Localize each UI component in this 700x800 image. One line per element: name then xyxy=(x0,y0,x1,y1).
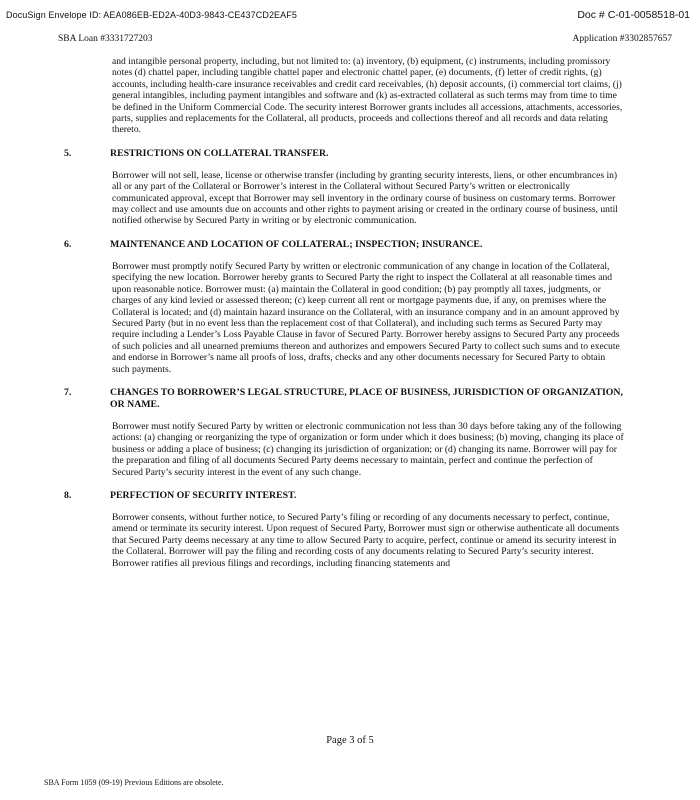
section-number: 5. xyxy=(64,147,72,159)
page-number: Page 3 of 5 xyxy=(326,735,374,746)
collateral-description-paragraph: and intangible personal property, including, but not limited to: (a) inventory, (b) equipment, (c) instruments, including promissory notes (d) chattel paper, including tangible chattel paper and electronic chattel paper, (e) documents, (f) letter of credit rights, (g) accounts, including health-care insurance receivables and credit card receivables, (h) deposit accounts, (i) commercial tort claims, (j) general intangibles, including payment intangibles and software and (k) as-extracted collateral as such terms may from time to time be defined in the Uniform Commercial Code. The security interest Borrower grants includes all accessions, attachments, accessories, parts, supplies and replacements for the Collateral, all products, proceeds and collections thereof and all records and data relating thereto. xyxy=(112,56,623,136)
sba-form-footer: SBA Form 1059 (09-19) Previous Editions are obsolete. xyxy=(44,778,224,787)
docusign-envelope-id: DocuSign Envelope ID: AEA086EB-ED2A-40D3-9843-CE437CD2EAF5 xyxy=(6,10,297,20)
section-heading xyxy=(64,490,624,502)
section-title: MAINTENANCE AND LOCATION OF COLLATERAL; INSPECTION; INSURANCE. xyxy=(110,238,483,250)
section-body: Borrower must promptly notify Secured Party by written or electronic communication of any change in location of the Collateral, specifying the new location. Borrower hereby grants to Secured Party the right to inspect the Collateral at all reasonable times and upon reasonable notice. Borrower must: (a) maintain the Collateral in good condition; (b) pay promptly all taxes, judgments, or charges of any kind levied or assessed thereon; (c) keep current all rent or mortgage payments due, if any, on premises where the Collateral is located; and (d) maintain hazard insurance on the Collateral, with an insurance company and in an amount approved by Secured Party (but in no event less than the replacement cost of that Collateral), and including such terms as Secured Party may require including a Lender’s Loss Payable Clause in favor of Secured Party. Borrower hereby assigns to Secured Party any proceeds of such policies and all unearned premiums thereon and authorizes and empowers Secured Party to collect such sums and to execute and endorse in Borrower’s name all proofs of loss, drafts, checks and any other documents necessary for Secured Party to obtain such payments. xyxy=(112,260,620,375)
section-7 xyxy=(64,387,624,478)
section-number: 8. xyxy=(64,489,72,501)
section-title: RESTRICTIONS ON COLLATERAL TRANSFER. xyxy=(110,147,329,159)
section-title: CHANGES TO BORROWER’S LEGAL STRUCTURE, PLACE OF BUSINESS, JURISDICTION OF ORGANIZATION, OR NAME. xyxy=(110,386,623,410)
document-number: Doc # C-01-0058518-01 xyxy=(577,9,690,21)
section-8 xyxy=(64,490,624,569)
section-heading xyxy=(64,239,624,251)
section-5 xyxy=(64,148,624,227)
section-body: Borrower consents, without further notice, to Secured Party’s filing or recording of any documents necessary to perfect, continue, amend or terminate its security interest. Upon request of Secured Party, Borrower must sign or otherwise authenticate all documents that Secured Party deems necessary at any time to allow Secured Party to acquire, perfect, continue or amend its security interest in the Collateral. Borrower will pay the filing and recording costs of any documents relating to Secured Party’s security interest. Borrower ratifies all previous filings and recordings, including financing statements and xyxy=(112,511,620,569)
section-heading xyxy=(64,387,624,411)
section-title: PERFECTION OF SECURITY INTEREST. xyxy=(110,489,297,501)
sba-loan-number: SBA Loan #3331727203 xyxy=(58,34,153,44)
section-body: Borrower must notify Secured Party by written or electronic communication not less than 30 days before taking any of the following actions: (a) changing or reorganizing the type of organization or form under which it does business; (b) moving, changing its place of business or adding a place of business; (c) changing its jurisdiction of organization; or (d) changing its name. Borrower will pay for the preparation and filing of all documents Secured Party deems necessary to maintain, perfect and continue the perfection of Secured Party’s security interest in the event of any such change. xyxy=(112,420,624,478)
section-number: 7. xyxy=(64,386,72,398)
document-body xyxy=(64,56,624,569)
application-number: Application #3302857657 xyxy=(572,34,672,44)
section-number: 6. xyxy=(64,238,72,250)
section-heading xyxy=(64,148,624,160)
section-body: Borrower will not sell, lease, license or otherwise transfer (including by granting security interests, liens, or other encumbrances in) all or any part of the Collateral or Borrower’s interest in the Collateral without Secured Party’s written or electronically communicated approval, except that Borrower may sell inventory in the ordinary course of business on customary terms. Borrower may collect and use amounts due on accounts and other rights to payment arising or created in the ordinary course of business, until notified otherwise by Secured Party in writing or by electronic communication. xyxy=(112,169,618,227)
section-6 xyxy=(64,239,624,375)
